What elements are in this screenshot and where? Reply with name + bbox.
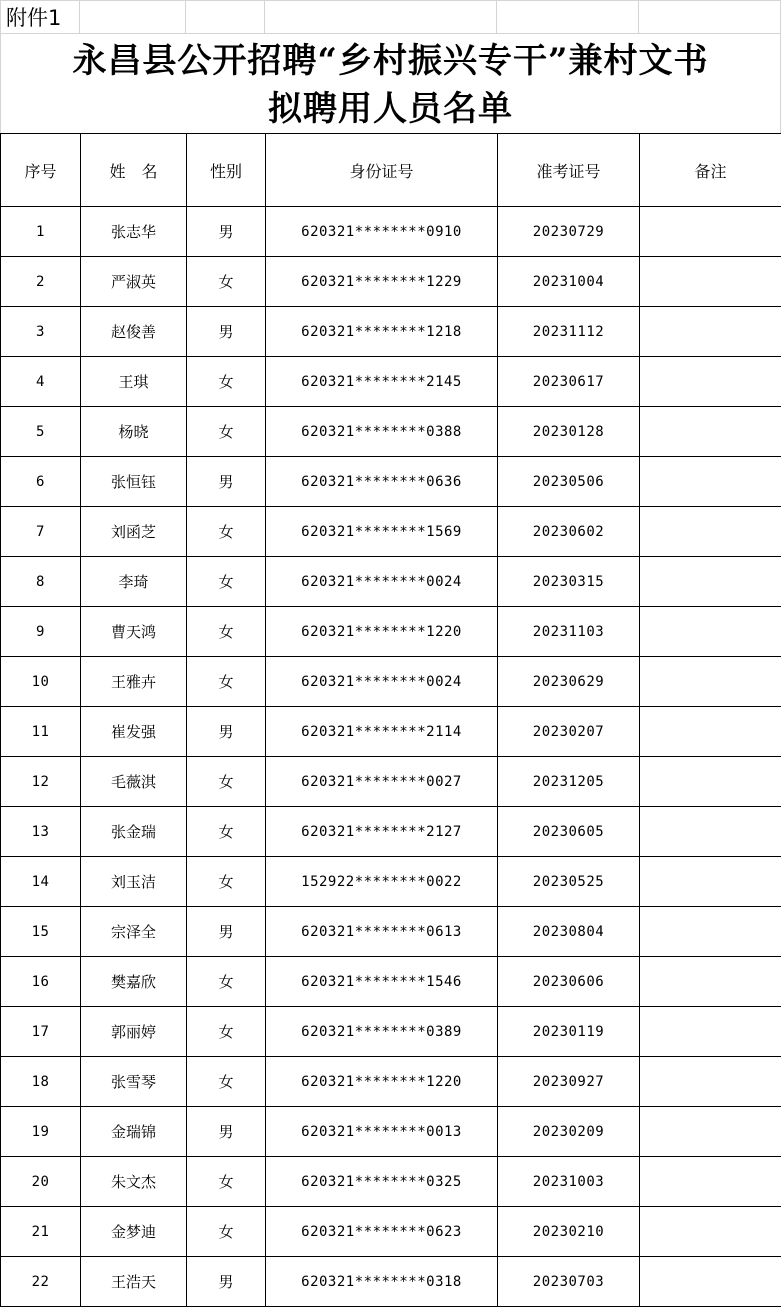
table-header-row [1,134,781,207]
cell-id-number: 620321********0024 [266,657,498,707]
cell-exam-number: 20231205 [498,757,640,807]
cell-name: 王琪 [81,357,187,407]
table-row [1,707,781,757]
cell-id-number: 620321********0613 [266,907,498,957]
cell-name: 曹天鸿 [81,607,187,657]
cell-gender: 女 [187,357,266,407]
cell-exam-number: 20230602 [498,507,640,557]
table-row [1,1057,781,1107]
cell-remarks [640,1207,781,1257]
cell-exam-number: 20230209 [498,1107,640,1157]
cell-gender: 女 [187,257,266,307]
cell-index: 22 [1,1257,81,1307]
table-row [1,1007,781,1057]
cell-gender: 女 [187,507,266,557]
cell-name: 李琦 [81,557,187,607]
cell-index: 16 [1,957,81,1007]
cell-exam-number: 20230629 [498,657,640,707]
cell-gender: 男 [187,457,266,507]
cell-remarks [640,607,781,657]
cell-id-number: 152922********0022 [266,857,498,907]
col-header-index: 序号 [1,134,81,207]
cell-remarks [640,757,781,807]
cell-gender: 男 [187,907,266,957]
cell-name: 郭丽婷 [81,1007,187,1057]
cell-id-number: 620321********1546 [266,957,498,1007]
cell-index: 13 [1,807,81,857]
candidate-table [0,133,781,1307]
table-row [1,557,781,607]
cell-remarks [640,407,781,457]
col-header-id-number: 身份证号 [266,134,498,207]
col-header-name: 姓 名 [81,134,187,207]
cell-remarks [640,657,781,707]
cell-index: 15 [1,907,81,957]
cell-name: 杨晓 [81,407,187,457]
cell-name: 王浩天 [81,1257,187,1307]
cell-gender: 男 [187,707,266,757]
cell-id-number: 620321********1229 [266,257,498,307]
cell-id-number: 620321********0623 [266,1207,498,1257]
cell-index: 8 [1,557,81,607]
cell-gender: 女 [187,857,266,907]
cell-exam-number: 20231103 [498,607,640,657]
cell-index: 10 [1,657,81,707]
cell-gender: 女 [187,657,266,707]
cell-id-number: 620321********2145 [266,357,498,407]
table-row [1,207,781,257]
cell-remarks [640,857,781,907]
cell-name: 毛薇淇 [81,757,187,807]
cell-gender: 女 [187,1007,266,1057]
cell-remarks [640,807,781,857]
cell-remarks [640,257,781,307]
cell-exam-number: 20230605 [498,807,640,857]
cell-remarks [640,907,781,957]
cell-exam-number: 20230729 [498,207,640,257]
cell-index: 7 [1,507,81,557]
table-row [1,457,781,507]
cell-remarks [640,557,781,607]
cell-gender: 女 [187,407,266,457]
cell-name: 金梦迪 [81,1207,187,1257]
cell-exam-number: 20230210 [498,1207,640,1257]
cell-name: 刘函芝 [81,507,187,557]
table-row [1,957,781,1007]
table-row [1,407,781,457]
table-row [1,257,781,307]
cell-id-number: 620321********0325 [266,1157,498,1207]
cell-exam-number: 20231003 [498,1157,640,1207]
cell-index: 12 [1,757,81,807]
cell-index: 19 [1,1107,81,1157]
table-row [1,1157,781,1207]
table-row [1,607,781,657]
cell-index: 17 [1,1007,81,1057]
cell-remarks [640,1257,781,1307]
attachment-label: 附件1 [6,6,62,30]
cell-name: 崔发强 [81,707,187,757]
cell-exam-number: 20230506 [498,457,640,507]
cell-gender: 女 [187,1207,266,1257]
col-header-exam-number: 准考证号 [498,134,640,207]
table-row [1,307,781,357]
cell-exam-number: 20230804 [498,907,640,957]
cell-exam-number: 20230128 [498,407,640,457]
cell-id-number: 620321********0027 [266,757,498,807]
table-row [1,1257,781,1307]
cell-id-number: 620321********0013 [266,1107,498,1157]
cell-id-number: 620321********1218 [266,307,498,357]
cell-index: 3 [1,307,81,357]
cell-remarks [640,1007,781,1057]
cell-name: 张金瑞 [81,807,187,857]
col-header-remarks: 备注 [640,134,781,207]
cell-name: 严淑英 [81,257,187,307]
cell-id-number: 620321********1220 [266,1057,498,1107]
cell-remarks [640,707,781,757]
cell-gender: 女 [187,957,266,1007]
cell-id-number: 620321********0388 [266,407,498,457]
cell-name: 赵俊善 [81,307,187,357]
cell-index: 6 [1,457,81,507]
cell-gender: 女 [187,1157,266,1207]
cell-exam-number: 20230606 [498,957,640,1007]
cell-exam-number: 20230927 [498,1057,640,1107]
table-row [1,357,781,407]
cell-index: 9 [1,607,81,657]
cell-exam-number: 20230315 [498,557,640,607]
cell-remarks [640,1057,781,1107]
cell-exam-number: 20230525 [498,857,640,907]
cell-name: 樊嘉欣 [81,957,187,1007]
cell-remarks [640,1157,781,1207]
table-row [1,757,781,807]
cell-name: 金瑞锦 [81,1107,187,1157]
cell-exam-number: 20230207 [498,707,640,757]
cell-exam-number: 20230703 [498,1257,640,1307]
cell-index: 18 [1,1057,81,1107]
cell-exam-number: 20231004 [498,257,640,307]
col-header-gender: 性别 [187,134,266,207]
cell-remarks [640,357,781,407]
cell-remarks [640,307,781,357]
page-title-line1: 永昌县公开招聘“乡村振兴专干”兼村文书 [72,41,709,81]
cell-id-number: 620321********0910 [266,207,498,257]
cell-gender: 女 [187,807,266,857]
cell-exam-number: 20230617 [498,357,640,407]
cell-index: 11 [1,707,81,757]
cell-id-number: 620321********2114 [266,707,498,757]
table-row [1,857,781,907]
cell-index: 21 [1,1207,81,1257]
table-row [1,1207,781,1257]
cell-id-number: 620321********1220 [266,607,498,657]
cell-id-number: 620321********0636 [266,457,498,507]
cell-gender: 男 [187,207,266,257]
cell-gender: 男 [187,1107,266,1157]
cell-remarks [640,1107,781,1157]
cell-exam-number: 20231112 [498,307,640,357]
cell-remarks [640,957,781,1007]
cell-gender: 女 [187,757,266,807]
cell-gender: 男 [187,1257,266,1307]
page-title-line2: 拟聘用人员名单 [268,89,513,129]
cell-id-number: 620321********1569 [266,507,498,557]
table-row [1,807,781,857]
table-row [1,1107,781,1157]
cell-remarks [640,507,781,557]
cell-name: 朱文杰 [81,1157,187,1207]
cell-remarks [640,457,781,507]
cell-remarks [640,207,781,257]
cell-exam-number: 20230119 [498,1007,640,1057]
cell-name: 王雅卉 [81,657,187,707]
cell-gender: 女 [187,1057,266,1107]
table-row [1,907,781,957]
cell-id-number: 620321********0389 [266,1007,498,1057]
table-row [1,657,781,707]
cell-id-number: 620321********2127 [266,807,498,857]
cell-gender: 女 [187,607,266,657]
cell-name: 张志华 [81,207,187,257]
cell-name: 张恒钰 [81,457,187,507]
cell-index: 2 [1,257,81,307]
cell-index: 1 [1,207,81,257]
cell-name: 张雪琴 [81,1057,187,1107]
cell-name: 宗泽全 [81,907,187,957]
cell-id-number: 620321********0318 [266,1257,498,1307]
cell-gender: 女 [187,557,266,607]
cell-gender: 男 [187,307,266,357]
cell-id-number: 620321********0024 [266,557,498,607]
cell-index: 4 [1,357,81,407]
table-row [1,507,781,557]
cell-name: 刘玉洁 [81,857,187,907]
cell-index: 20 [1,1157,81,1207]
cell-index: 5 [1,407,81,457]
cell-index: 14 [1,857,81,907]
